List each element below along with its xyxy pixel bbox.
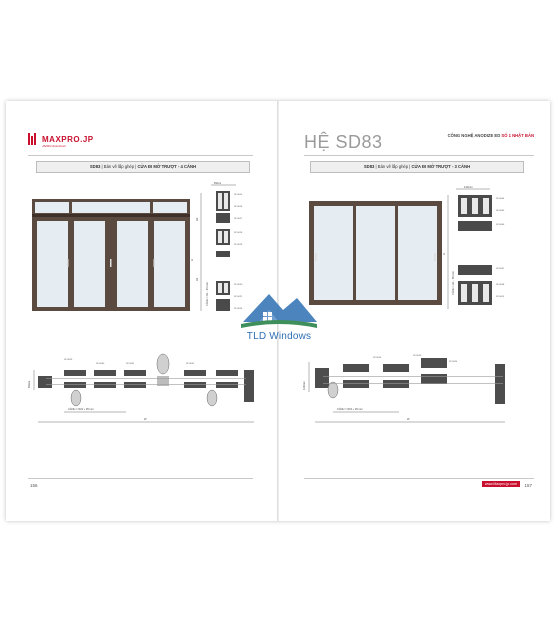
- plan-section-left: [26, 350, 261, 428]
- callout: XF 8029: [64, 359, 73, 361]
- header-rule: [304, 155, 534, 156]
- plan-section-right: [303, 350, 518, 428]
- dim-plan-height: 83mm: [28, 380, 31, 388]
- callout: XF 8005: [496, 210, 505, 212]
- dim-w: W: [144, 418, 147, 421]
- brand-name: MAXPRO.JP: [42, 134, 94, 144]
- dim-w: W: [407, 418, 410, 421]
- dim-sash-height: CÁNH = H1 - 56 mm: [452, 271, 455, 295]
- caption-desc: Bản vẽ lắp ghép: [103, 164, 135, 169]
- callout: XF 8031: [126, 363, 135, 365]
- vertical-section-right: [444, 185, 520, 315]
- dim-sash-width: CÁNH = W/4 + 35 mm: [68, 408, 94, 411]
- callout: XF 8008: [496, 284, 505, 286]
- door-elevation-4-leaf: [32, 199, 190, 311]
- callout: XF 8020: [234, 284, 243, 286]
- callout: XF 8021: [234, 296, 243, 298]
- dim-h1: H1: [196, 277, 199, 281]
- dim-h: H: [191, 259, 194, 261]
- caption-title: CỬA ĐI MỞ TRƯỢT - 4 CÁNH: [137, 164, 197, 169]
- tagline: [448, 133, 534, 138]
- callout: XF 8051: [186, 363, 195, 365]
- callout: XF 8016: [234, 206, 243, 208]
- callout: XF 8006: [496, 224, 505, 226]
- mountain-logo-icon: [239, 288, 319, 330]
- brand-mark-icon: [28, 133, 38, 145]
- dim-sash-height: CÁNH = H1 - 45 mm: [206, 282, 209, 306]
- door-elevation-3-leaf: [309, 201, 442, 305]
- system-title: HỆ SD83: [304, 132, 383, 152]
- footer-rule: [304, 478, 534, 479]
- brand-subtitle: JAPAN Aluminium: [42, 144, 67, 148]
- dim-h: H: [443, 253, 446, 255]
- callout: XF 8026: [234, 308, 243, 310]
- callout: XF 8017: [234, 218, 243, 220]
- tagline-prefix: CÔNG NGHỆ ANODIZE ED: [447, 133, 501, 138]
- callout: XF 8019: [234, 244, 243, 246]
- page-number: 156: [30, 483, 38, 488]
- caption-desc: Bản vẽ lắp ghép: [377, 164, 409, 169]
- drawing-caption: SD83 | Bản vẽ lắp ghép | CỬA ĐI MỞ TRƯỢT - 4 CÁNH: [36, 161, 250, 173]
- caption-code: SD83: [363, 164, 375, 169]
- footer-rule: [28, 478, 253, 479]
- callout: XF 8015: [234, 194, 243, 196]
- caption-code: SD83: [89, 164, 101, 169]
- left-page: [6, 101, 277, 521]
- callout: XF 8004: [496, 198, 505, 200]
- page-number: 157: [524, 483, 532, 488]
- tld-windows-watermark: [238, 288, 320, 348]
- caption-title: CỬA ĐI MỞ TRƯỢT - 3 CÁNH: [411, 164, 471, 169]
- callout: XF 8020: [413, 355, 422, 357]
- watermark-text: TLD Windows: [246, 331, 312, 342]
- dim-sash-width: CÁNH = W/3 + 36 mm: [337, 408, 363, 411]
- drawing-caption: SD83 | Bản vẽ lắp ghép | CỬA ĐI MỞ TRƯỢT - 3 CÁNH: [310, 161, 524, 173]
- header-rule: [28, 155, 253, 156]
- callout: XF 8013: [496, 296, 505, 298]
- callout: XF 8030: [96, 363, 105, 365]
- website-tag: www.Maxpro.jp.com: [482, 481, 520, 487]
- tagline-highlight: SỐ 1 NHẬT BẢN: [501, 133, 534, 138]
- dim-plan-height: 120mm: [303, 381, 306, 390]
- dim-top-width: 83mm: [214, 182, 222, 185]
- dim-h2: H2: [196, 217, 199, 221]
- callout: XF 8024: [449, 361, 458, 363]
- callout: XF 8007: [496, 268, 505, 270]
- callout: XF 8018: [234, 232, 243, 234]
- callout: XF 8014: [373, 357, 382, 359]
- dim-top-width: 120mm: [464, 186, 473, 189]
